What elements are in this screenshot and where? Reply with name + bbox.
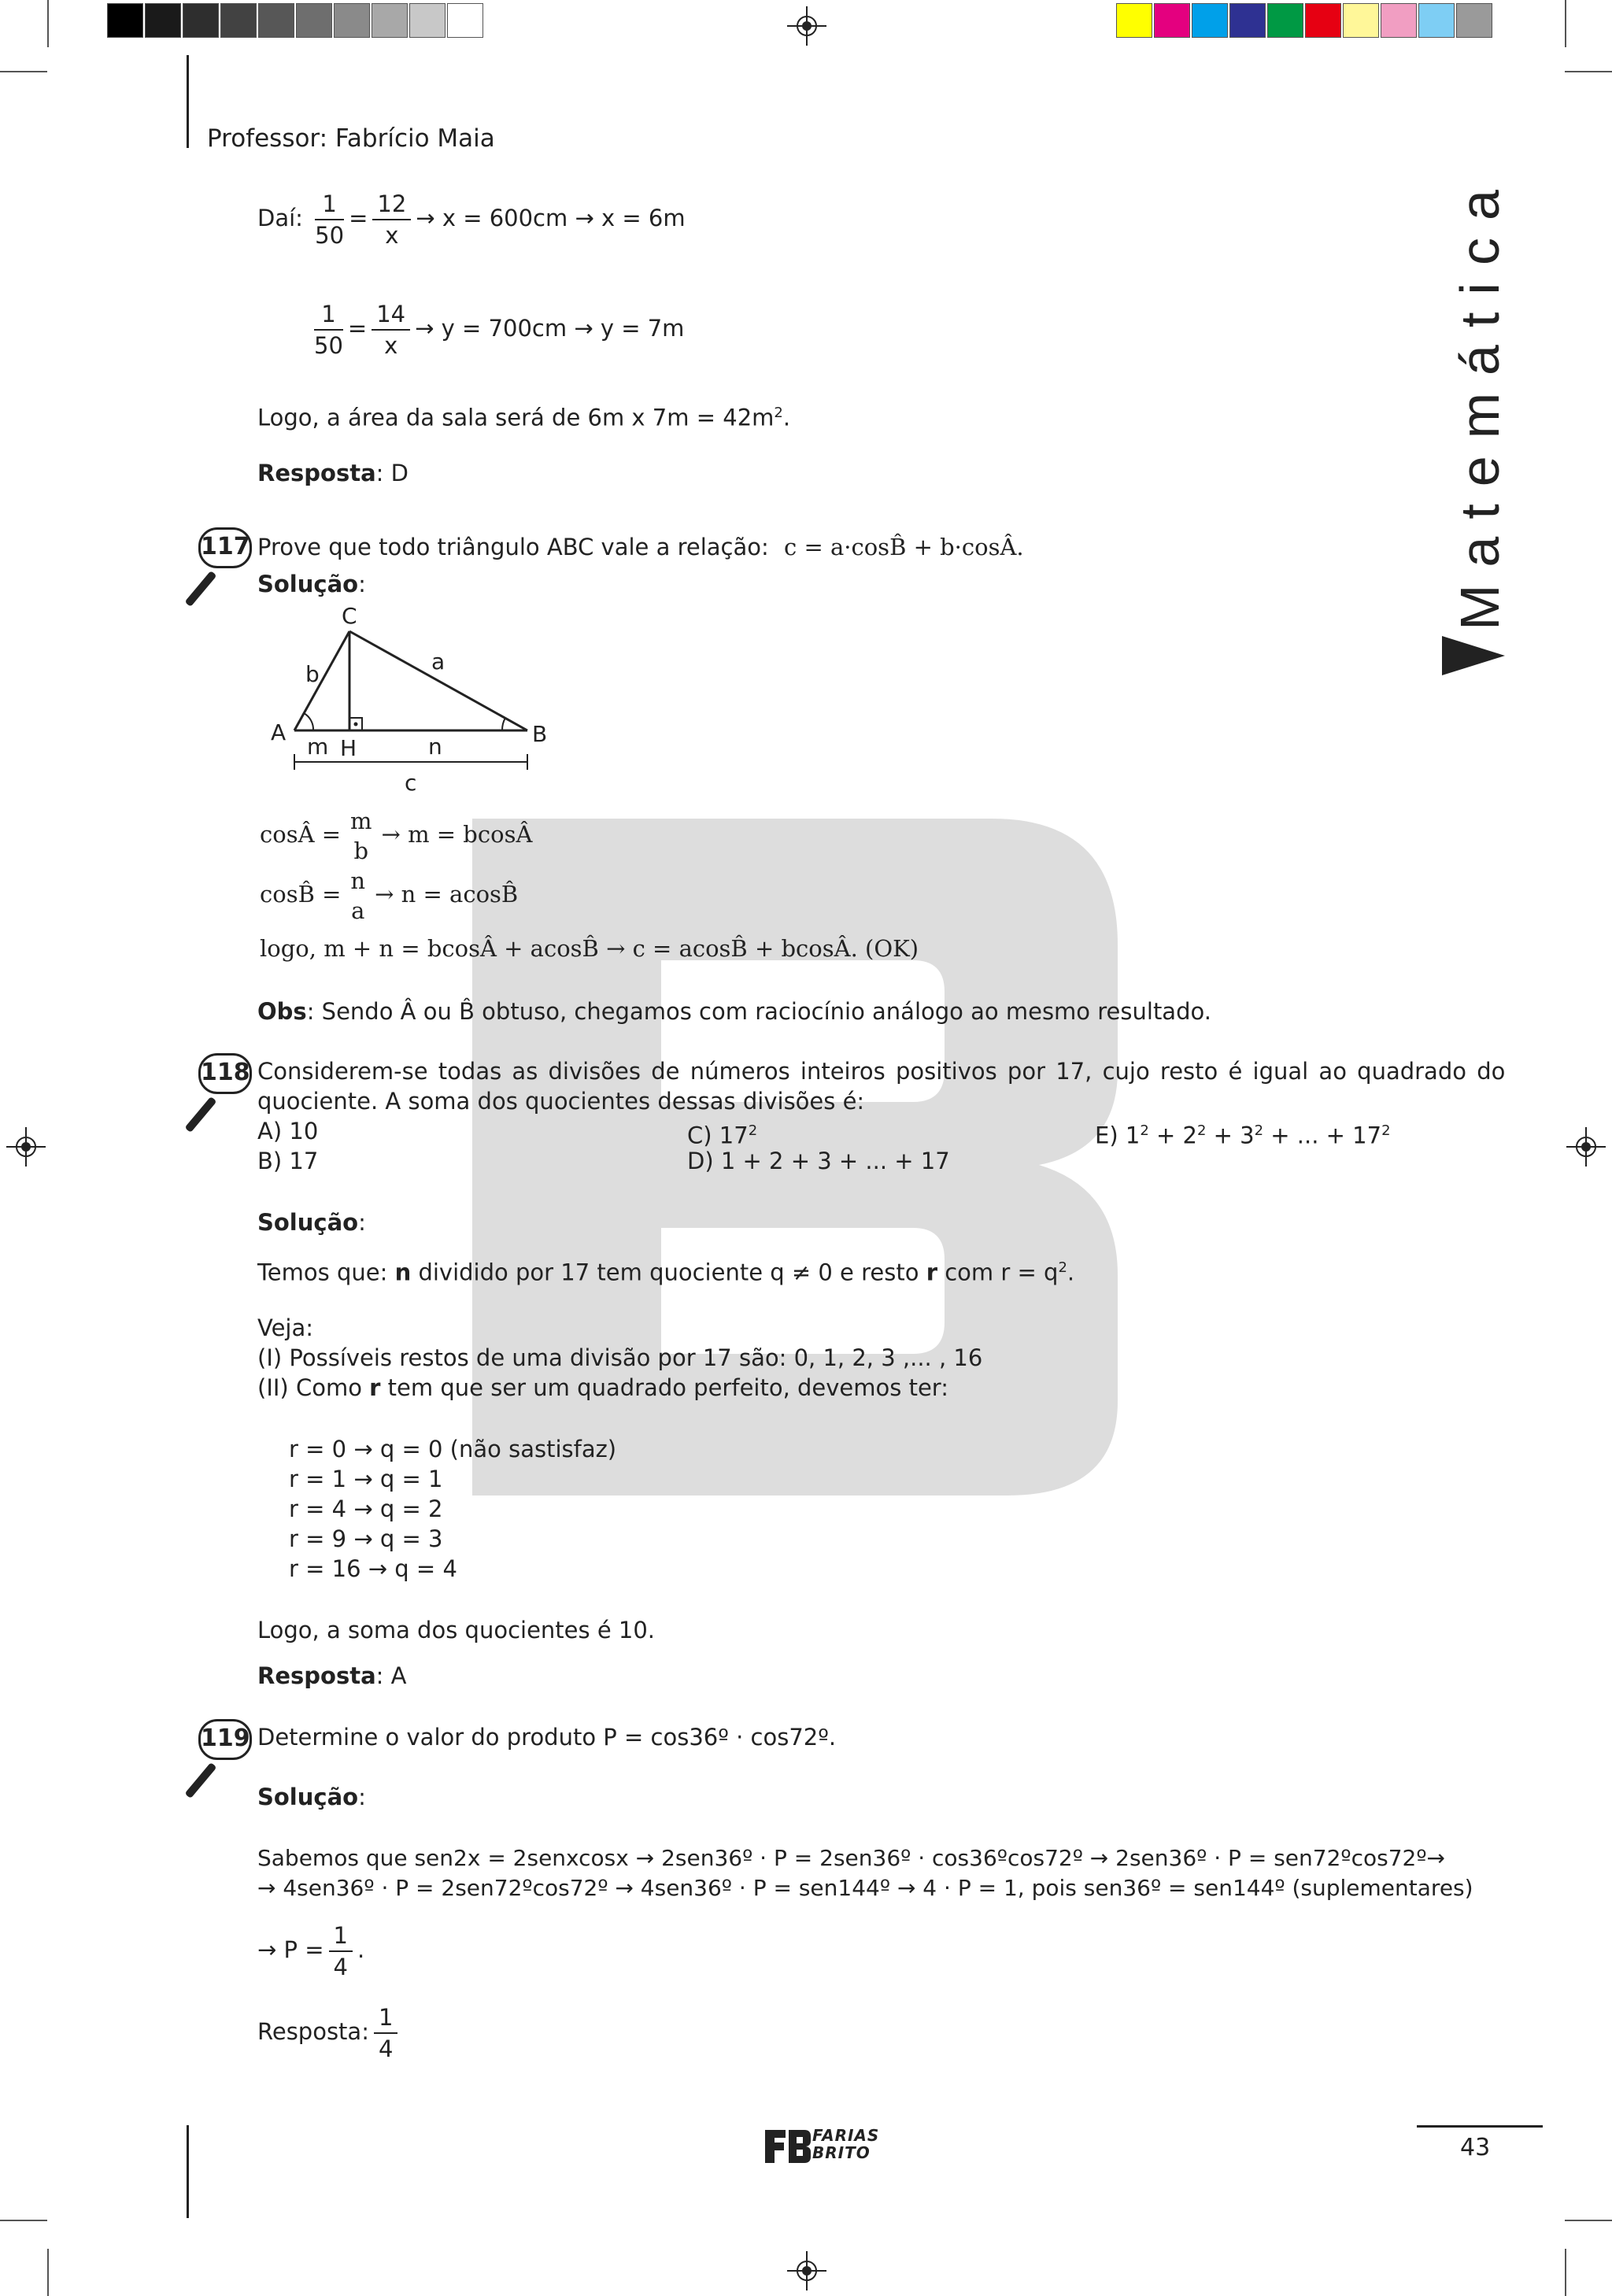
logo-text-bottom: BRITO xyxy=(812,2143,871,2162)
fraction: $\frac{1}{50}$ xyxy=(315,190,345,249)
cos-a-equation: cosÂ = m b → m = bcosÂ xyxy=(260,808,533,864)
crop-mark xyxy=(1565,2249,1566,2296)
color-swatch xyxy=(1116,3,1152,38)
area-text: Logo, a área da sala será de 6m x $7m = 42m^2$. xyxy=(257,404,791,431)
fraction: $\frac{12}{x}$ xyxy=(372,189,411,250)
q118-statement-line1: Considerem-se todas as divisões de números inteiros positivos por 17, cujo resto é igual ao quadrado do xyxy=(257,1058,1506,1085)
q117-statement: Prove que todo triângulo ABC vale a relação: c = a·cosB̂ + b·cosÂ. xyxy=(257,534,1024,560)
crop-mark xyxy=(47,0,49,47)
gray-swatch xyxy=(220,3,257,38)
q119-resposta: Resposta: $\frac{1}{4}$ xyxy=(257,2002,402,2064)
triangle-diagram xyxy=(268,606,559,803)
side-a xyxy=(349,631,527,730)
color-swatch xyxy=(1305,3,1341,38)
gray-swatch xyxy=(334,3,370,38)
gray-swatch xyxy=(372,3,408,38)
fraction: m b xyxy=(350,808,372,864)
fraction: $\frac{14}{x}$ xyxy=(372,299,410,360)
option-b: B) 17 xyxy=(257,1148,319,1174)
foot-label-h: H xyxy=(340,735,357,761)
question-number-badge: 119 xyxy=(198,1719,252,1760)
case-line: r = 1 → q = 1 xyxy=(289,1466,443,1492)
q119-statement: Determine o valor do produto P = cos36º · cos72º. xyxy=(257,1724,837,1751)
resposta-d: Resposta: D xyxy=(257,460,409,486)
solucao-heading: Solução: xyxy=(257,1209,366,1236)
gray-swatch xyxy=(183,3,219,38)
equation-text: x = 600cm → x = 6m xyxy=(442,205,686,231)
professor-name: Professor: Fabrício Maia xyxy=(207,124,495,153)
temos-que-line: Temos que: n dividido por 17 tem quociente q ≠ 0 e resto r com $r = q^2$. xyxy=(257,1259,1075,1286)
case-line: r = 9 → q = 3 xyxy=(289,1525,443,1552)
color-swatch xyxy=(1267,3,1303,38)
color-swatch xyxy=(1343,3,1379,38)
color-swatch xyxy=(1456,3,1492,38)
item-ii: (II) Como r tem que ser um quadrado perfeito, devemos ter: xyxy=(257,1374,948,1401)
crop-mark xyxy=(1565,2220,1612,2221)
conclusion-equation: logo, m + n = bcosÂ + acosB̂ → c = acosB̂ + bcosÂ. (OK) xyxy=(260,935,919,962)
farias-brito-logo xyxy=(763,2127,885,2166)
page-number: 43 xyxy=(1460,2134,1491,2161)
subject-title xyxy=(1448,172,1511,630)
color-swatch xyxy=(1192,3,1228,38)
angle-arc-b xyxy=(502,718,505,730)
item-i: (I) Possíveis restos de uma divisão por 17 são: 0, 1, 2, 3 ,... , 16 xyxy=(257,1344,983,1371)
relation-formula: c = a·cosB̂ + b·cosÂ. xyxy=(784,534,1024,560)
magnifier-handle-icon xyxy=(184,571,216,607)
question-number-badge: 117 xyxy=(198,527,252,568)
color-swatch xyxy=(1229,3,1266,38)
gray-swatch xyxy=(447,3,483,38)
gray-swatch xyxy=(107,3,143,38)
obs-note: Obs: Sendo Â ou B̂ obtuso, chegamos com raciocínio análogo ao mesmo resultado. xyxy=(257,998,1211,1025)
option-d: D) 1 + 2 + 3 + ... + 17 xyxy=(687,1148,950,1174)
q119-line2: → 4sen36º · P = 2sen72ºcos72º → 4sen36º · P = sen144º → 4 · P = 1, pois sen36º = sen144º (suplementares) xyxy=(257,1875,1473,1901)
fraction: $\frac{1}{4}$ xyxy=(329,1921,353,1982)
magnifier-handle-icon xyxy=(184,1096,216,1133)
registration-mark-icon xyxy=(787,2251,826,2290)
question-number-badge: 118 xyxy=(198,1053,252,1094)
crop-mark xyxy=(0,2220,47,2221)
equation-text: y = 700cm → y = 7m xyxy=(441,315,685,342)
fraction: n a xyxy=(350,867,366,924)
option-c: C) $17^2$ xyxy=(687,1122,758,1149)
veja-label: Veja: xyxy=(257,1314,314,1341)
solucao-heading: Solução: xyxy=(257,571,366,597)
registration-mark-icon xyxy=(787,6,826,46)
footer-rule-left xyxy=(187,2125,189,2218)
vertex-label-a: A xyxy=(271,719,287,745)
crop-mark xyxy=(1565,0,1566,47)
cos-b-equation: cosB̂ = n a → n = acosB̂ xyxy=(260,867,519,924)
color-swatch xyxy=(1154,3,1190,38)
registration-mark-icon xyxy=(1566,1127,1606,1166)
crop-mark xyxy=(47,2249,49,2296)
right-angle-dot xyxy=(354,723,358,727)
y-line: $\frac{1}{50}$ = $\frac{14}{x}$ → y = 700cm → y = 7m xyxy=(314,301,685,359)
side-label-c: c xyxy=(405,770,417,796)
vertex-label-b: B xyxy=(532,721,548,747)
side-b xyxy=(294,631,349,730)
magnifier-handle-icon xyxy=(184,1762,216,1799)
fb-logo-icon xyxy=(763,2128,812,2165)
q119-line3: → P = $\frac{1}{4}$ . xyxy=(257,1922,365,1980)
header-rule xyxy=(187,55,189,148)
case-line: r = 4 → q = 2 xyxy=(289,1496,443,1522)
crop-mark xyxy=(1565,71,1612,72)
segment-label-m: m xyxy=(307,734,329,760)
logo-text-top: FARIAS xyxy=(812,2126,880,2145)
option-e: E) $1^2 + 2^2 + 3^2$ + ... + $17^2$ xyxy=(1095,1122,1391,1149)
triangle-pointer-icon xyxy=(1442,636,1505,675)
footer-rule-right xyxy=(1417,2125,1543,2128)
color-swatch xyxy=(1381,3,1417,38)
resposta-a: Resposta: A xyxy=(257,1662,407,1689)
option-a: A) 10 xyxy=(257,1118,319,1144)
angle-arc-a xyxy=(304,713,313,730)
gray-swatch xyxy=(296,3,332,38)
fraction: $\frac{1}{50}$ xyxy=(314,301,343,359)
gray-swatch xyxy=(409,3,446,38)
crop-mark xyxy=(0,71,47,72)
dai-line: Daí: $\frac{1}{50}$ = $\frac{12}{x}$ → x = 600cm → x = 6m xyxy=(257,190,686,249)
color-swatch xyxy=(1418,3,1455,38)
case-line: r = 16 → q = 4 xyxy=(289,1555,457,1582)
q118-statement-line2: quociente. A soma dos quocientes dessas divisões é: xyxy=(257,1088,865,1115)
solucao-heading: Solução: xyxy=(257,1784,366,1810)
fraction: $\frac{1}{4}$ xyxy=(374,2002,397,2064)
side-label-a: a xyxy=(431,649,446,675)
registration-mark-icon xyxy=(6,1127,46,1166)
q119-line1: Sabemos que sen2x = 2senxcosx → 2sen36º · P = 2sen36º · cos36ºcos72º → 2sen36º · P = sen72ºcos72º→ xyxy=(257,1845,1445,1871)
gray-swatch xyxy=(145,3,181,38)
dai-label: Daí: xyxy=(257,205,303,231)
side-label-b: b xyxy=(305,661,320,687)
case-line: r = 0 → q = 0 (não sastisfaz) xyxy=(289,1436,617,1462)
logo-soma-line: Logo, a soma dos quocientes é 10. xyxy=(257,1617,656,1643)
subject-label: Matemática xyxy=(1449,172,1510,630)
gray-swatch xyxy=(258,3,294,38)
vertex-label-c: C xyxy=(342,606,357,629)
segment-label-n: n xyxy=(428,734,442,760)
